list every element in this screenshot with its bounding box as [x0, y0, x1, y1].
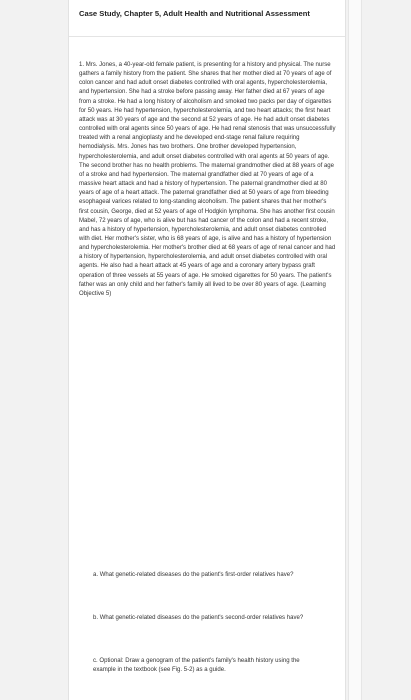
sub-question-c: c. Optional: Draw a genogram of the patient's family's health history using the example in the textbook (see Fig. 5-2) as a guide. [93, 658, 300, 674]
sub-question-b: b. What genetic-related diseases do the patient's second-order relatives have? [93, 615, 304, 621]
case-study-question: 1. Mrs. Jones, a 40-year-old female patient, is presenting for a history and physical. The nurse gathers a family history from the patient. She shares that her mother died at 70 years of age of colon cancer and had adult onset diabetes controlled with oral agents, hypercholesterolemia, and hypertension. She had a stroke before passing away. Her father died at 67 years of age from a stroke. He had a long history of alcoholism and smoked two packs per day of cigarettes for 50 years. He had hypertension, hypercholesterolemia, and two heart attacks; the first heart attack was at 30 years of age and the second at 52 years of age. He had adult onset diabetes controlled with oral agents since 50 years of age. He had renal stenosis that was unsuccessfully treated with a renal angioplasty and he developed end-stage renal failure requiring hemodialysis. Mrs. Jones has two brothers. One brother developed hypertension, hypercholesterolemia, and adult onset diabetes controlled with oral agents at 50 years of age. The second brother has no health problems. The maternal grandmother died at 88 years of age of a stroke and had hypertension. The maternal grandfather died at 70 years of age of a massive heart attack and had a history of hypertension. The paternal grandmother died at 80 years of age of a heart attack. The paternal grandfather died at 50 years of age from bleeding esophageal varices related to long-standing alcoholism. The patient shares that her mother's first cousin, George, died at 52 years of age of Hodgkin lymphoma. She has another first cousin Mabel, 72 years of age, who is alive but has had cancer of the colon and had a recent stroke, and has a history of hypertension, hypercholesterolemia, and adult onset diabetes controlled with diet. Her mother's sister, who is 68 years of age, is alive and has a history of hypertension and hypercholesterolemia. Her mother's brother died at 68 years of age of renal cancer and had a history of hypertension, hypercholesterolemia, and adult onset diabetes controlled with oral agents. He also had a heart attack at 45 years of age and a coronary artery bypass graft operation of three vessels at 55 years of age. He smoked cigarettes for 50 years. The patient's father was an only child and her father's family all lived to be over 80 years of age. (Learning Objective 5) [79, 62, 336, 297]
scrollbar-track[interactable] [348, 0, 362, 700]
document-page [68, 0, 346, 700]
page-title: Case Study, Chapter 5, Adult Health and Nutritional Assessment [79, 9, 310, 18]
sub-question-a: a. What genetic-related diseases do the patient's first-order relatives have? [93, 572, 294, 578]
title-divider [69, 36, 345, 37]
